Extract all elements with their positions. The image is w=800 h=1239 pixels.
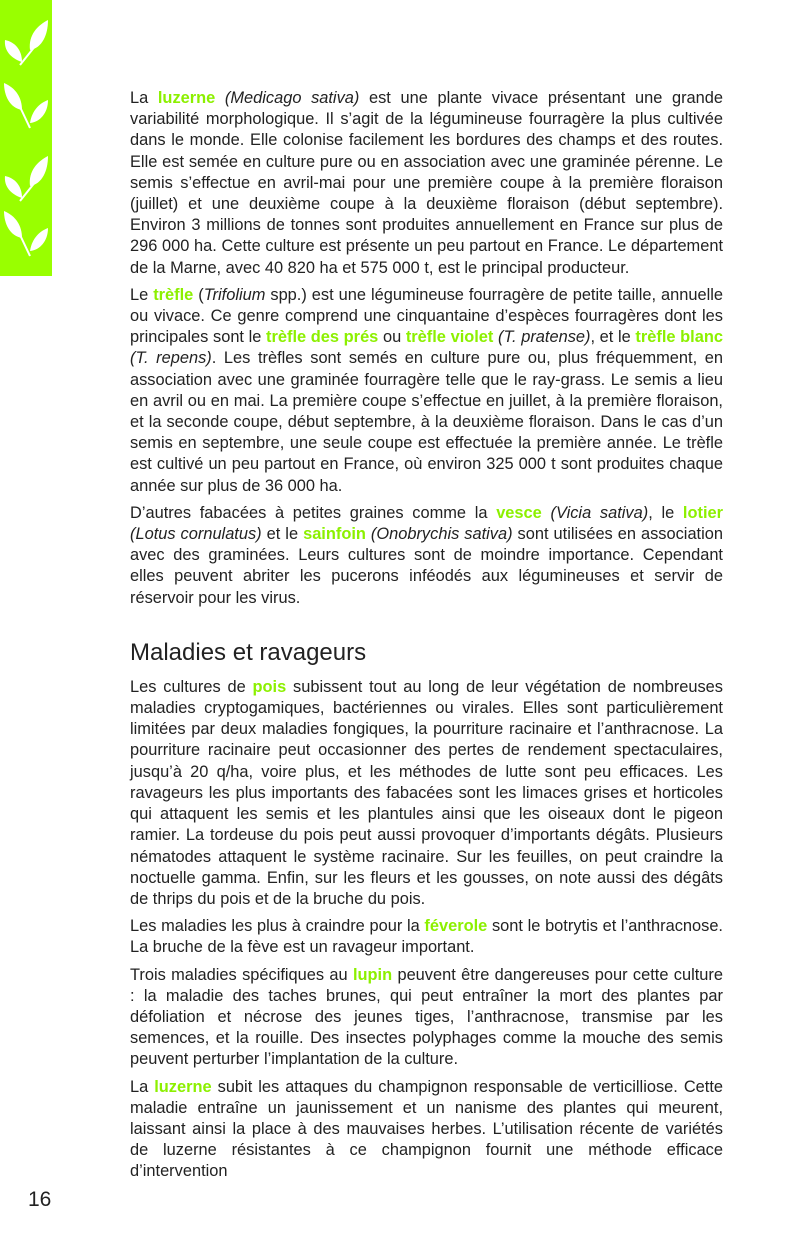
text-run: . Les trèfles sont semés en culture pure ou, plus fréquemment, en association avec une graminée fourragère telle que le ray-grass. Le semis a lieu en avril ou en mai. La première coupe s’effectue en juillet, à la première floraison, et la seconde coupe, début septembre, à la deuxième floraison. Dans le cas d’un semis en septembre, une seule coupe est effectuée la première année. Le trèfle est cultivé un peu partout en France, où environ 325 000 t sont produites chaque année sur plus de 36 000 ha. bbox=[130, 349, 723, 495]
paragraph bbox=[130, 677, 723, 910]
leaf-sprigs-icon bbox=[0, 0, 52, 276]
highlighted-term: trèfle des prés bbox=[266, 328, 379, 347]
latin-name: (T. pratense) bbox=[498, 328, 591, 347]
text-run: Le bbox=[130, 285, 154, 304]
page-content bbox=[130, 88, 723, 1189]
text-run: spp.) est une légumineuse fourragère de petite taille, annuelle ou vivace. Ce genre comprend une cinquantaine d’espèces fourragères dont les principales sont le bbox=[130, 285, 723, 347]
highlighted-term: lupin bbox=[352, 965, 393, 984]
latin-name: (Lotus cornulatus) bbox=[130, 525, 262, 544]
text-run: La bbox=[130, 89, 158, 107]
highlighted-term: luzerne bbox=[154, 1077, 212, 1096]
highlighted-term: pois bbox=[252, 677, 287, 696]
latin-name: (T. repens) bbox=[130, 349, 212, 368]
text-run: ( bbox=[193, 285, 204, 304]
paragraph bbox=[130, 965, 723, 1071]
text-run: et le bbox=[261, 525, 304, 544]
text-run: subit les attaques du champignon responsable de verticilliose. Cette maladie entraîne un jaunissement et un nanisme des plantes qui meurent, laissant ainsi la place à des mauvaises herbes. L’utilisation récente de variétés de luzerne résistantes à ce champignon fournit une méthode efficace d’intervention bbox=[130, 1077, 723, 1181]
page-number: 16 bbox=[28, 1188, 52, 1211]
latin-name: (Vicia sativa) bbox=[550, 503, 649, 522]
latin-name: (Onobrychis sativa) bbox=[370, 525, 513, 544]
highlighted-term: sainfoin bbox=[303, 525, 366, 544]
text-run: ou bbox=[378, 328, 406, 347]
paragraph bbox=[130, 1077, 723, 1183]
highlighted-term: lotier bbox=[682, 503, 723, 522]
text-run: sont le botrytis et l’anthracnose. La bruche de la fève est un ravageur important. bbox=[130, 917, 723, 957]
text-run: est une plante vivace présentant une grande variabilité morphologique. Il s’agit de la légumineuse fourragère la plus cultivée dans le monde. Elle colonise facilement les bordures des champs et des routes. Elle est semée en culture pure ou en association avec une graminée pérenne. Le semis s’effectue en avril-mai pour une première coupe à la première floraison (juillet) et une deuxième coupe à la deuxième floraison (début septembre). Environ 3 millions de tonnes sont produites annuellement en France sur plus de 296 000 ha. Cette culture est présente un peu partout en France. Le département de la Marne, avec 40 820 ha et 575 000 t, est le principal producteur. bbox=[130, 89, 723, 277]
highlighted-term: luzerne bbox=[157, 89, 216, 107]
text-run: D’autres fabacées à petites graines comme la bbox=[130, 503, 497, 522]
paragraph bbox=[130, 503, 723, 609]
text-run bbox=[542, 504, 551, 522]
text-run: , le bbox=[648, 503, 683, 522]
diseases-section bbox=[130, 677, 723, 1183]
text-run: sont utilisées en association avec des graminées. Leurs cultures sont de moindre importance. Cependant elles peuvent abriter les pucerons inféodés aux légumineuses et servir de réservoir pour les virus. bbox=[130, 525, 723, 607]
paragraph bbox=[130, 916, 723, 958]
text-run: Les maladies les plus à craindre pour la bbox=[130, 917, 425, 936]
highlighted-term: trèfle bbox=[153, 285, 194, 304]
highlighted-term: féverole bbox=[424, 917, 488, 936]
text-run: Trois maladies spécifiques au bbox=[130, 965, 353, 984]
text-run: La bbox=[130, 1077, 155, 1096]
text-run: subissent tout au long de leur végétation de nombreuses maladies cryptogamiques, bactériennes ou virales. Elles sont particulièrement limitées par deux maladies fongiques, la pourriture racinaire et l’anthracnose. La pourriture racinaire peut occasionner des pertes de rendement spectaculaires, jusqu’à 20 q/ha, voire plus, et les méthodes de lutte sont peu efficaces. Les ravageurs les plus importants des fabacées sont les limaces grises et horticoles qui attaquent les semis et les plantules ainsi que les oiseaux dont le pigeon ramier. La tordeuse du pois peut aussi provoquer d’importants dégâts. Plusieurs nématodes attaquent le système racinaire. Sur les feuilles, on peut craindre la noctuelle gamma. Enfin, sur les fleurs et les gousses, on note aussi des dégâts de thrips du pois et de la bruche du pois. bbox=[130, 677, 723, 908]
highlighted-term: trèfle violet bbox=[405, 328, 494, 347]
text-run: , et le bbox=[590, 328, 636, 347]
latin-name: (Medicago sativa) bbox=[224, 89, 360, 107]
text-run: peuvent être dangereuses pour cette culture : la maladie des taches brunes, qui peut entraîner la mort des plantes par défoliation et nécrose des jeunes tiges, l’anthracnose, transmise par les semences, et la rouille. Des insectes polyphages comme la mouche des semis peuvent perturber l’implantation de la culture. bbox=[130, 965, 723, 1069]
section-heading: Maladies et ravageurs bbox=[130, 638, 367, 666]
paragraph bbox=[130, 88, 723, 279]
text-run bbox=[215, 89, 225, 107]
decorative-leaf-band bbox=[0, 0, 52, 276]
highlighted-term: trèfle blanc bbox=[635, 328, 723, 347]
paragraph bbox=[130, 285, 723, 497]
highlighted-term: vesce bbox=[496, 503, 542, 522]
intro-section bbox=[130, 88, 723, 609]
latin-name: Trifolium bbox=[203, 285, 266, 304]
text-run: Les cultures de bbox=[130, 677, 253, 696]
